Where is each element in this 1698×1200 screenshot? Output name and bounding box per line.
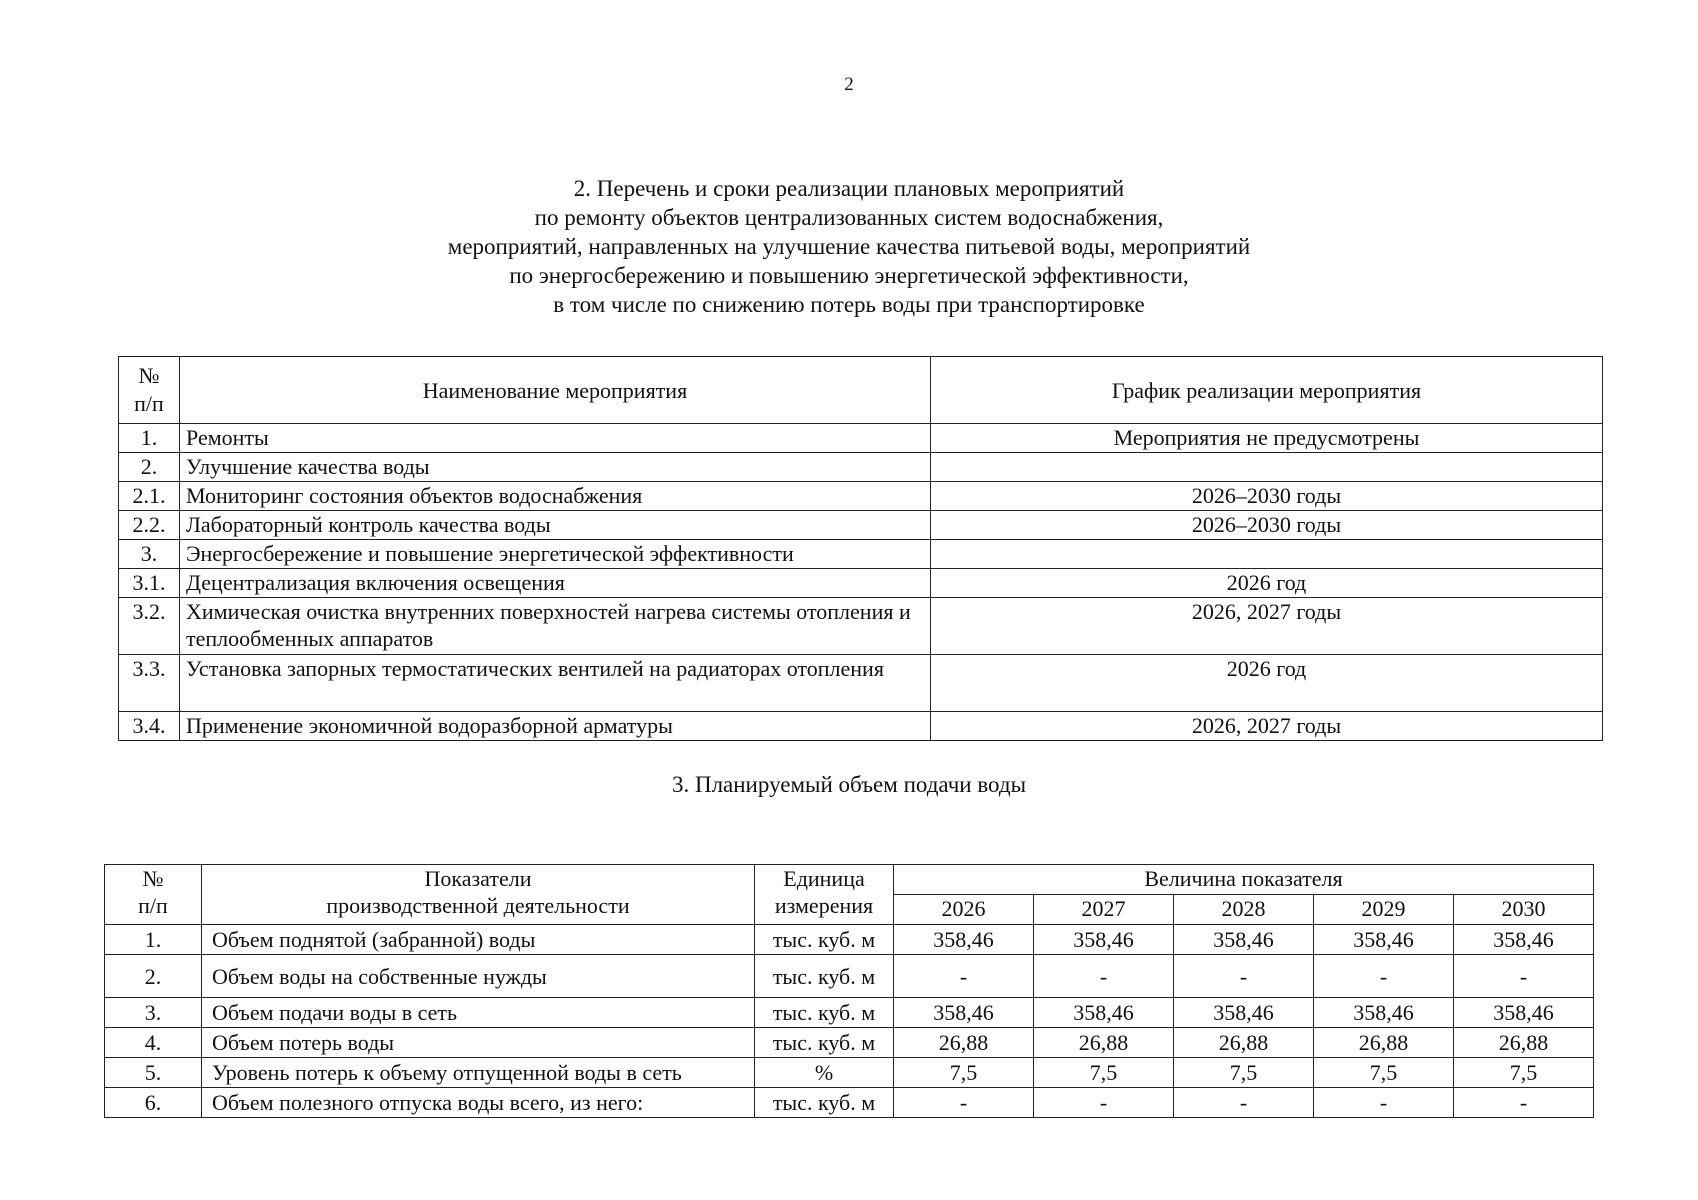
row-schedule [931, 453, 1603, 482]
row-num: 3.3. [119, 655, 180, 712]
supply-header-row-1 [105, 865, 1594, 895]
table-row [119, 540, 1603, 569]
row-indicator: Объем воды на собственные нужды [202, 955, 755, 998]
header-num [119, 357, 180, 424]
water-supply-table [104, 864, 1594, 1118]
table-row [119, 482, 1603, 511]
row-measure-name: Улучшение качества воды [180, 453, 931, 482]
table-row [105, 998, 1594, 1028]
row-schedule: 2026 год [931, 655, 1603, 712]
row-schedule: 2026 год [931, 569, 1603, 598]
row-num: 3. [119, 540, 180, 569]
section-2-title-line: 2. Перечень и сроки реализации плановых мероприятий [573, 176, 1125, 201]
row-schedule: 2026, 2027 годы [931, 712, 1603, 741]
row-num: 3.2. [119, 598, 180, 655]
header-value: Величина показателя [894, 865, 1594, 895]
row-value-cell: 26,88 [1454, 1028, 1594, 1058]
row-indicator: Объем поднятой (забранной) воды [202, 925, 755, 955]
row-value-cell: 26,88 [894, 1028, 1034, 1058]
header-unit-line2: измерения [774, 893, 874, 918]
row-value-cell: 358,46 [1314, 925, 1454, 955]
row-value-cell: 7,5 [894, 1058, 1034, 1088]
header-num-line1: № [142, 866, 164, 891]
header-year: 2027 [1034, 895, 1174, 925]
section-2-title-line: мероприятий, направленных на улучшение качества питьевой воды, мероприятий [447, 234, 1251, 259]
row-num: 3.4. [119, 712, 180, 741]
row-num: 1. [119, 424, 180, 453]
row-value-cell: - [1314, 1088, 1454, 1118]
section-2-title-line: в том числе по снижению потерь воды при транспортировке [553, 292, 1145, 317]
row-measure-name: Ремонты [180, 424, 931, 453]
row-schedule: 2026, 2027 годы [931, 598, 1603, 655]
row-schedule: 2026–2030 годы [931, 482, 1603, 511]
table-row [119, 569, 1603, 598]
row-unit: тыс. куб. м [755, 998, 894, 1028]
table-row [105, 925, 1594, 955]
row-value-cell: 358,46 [1454, 998, 1594, 1028]
row-value-cell: 26,88 [1314, 1028, 1454, 1058]
table-row [119, 424, 1603, 453]
row-num: 5. [105, 1058, 202, 1088]
measures-header-row [119, 357, 1603, 424]
row-num: 4. [105, 1028, 202, 1058]
row-value-cell: - [1034, 955, 1174, 998]
row-value-cell: 358,46 [1174, 925, 1314, 955]
header-num-line2: п/п [138, 893, 168, 918]
row-schedule: 2026–2030 годы [931, 511, 1603, 540]
section-2-title-line: по ремонту объектов централизованных систем водоснабжения, [534, 205, 1164, 230]
row-value-cell: 26,88 [1174, 1028, 1314, 1058]
row-indicator: Объем потерь воды [202, 1028, 755, 1058]
table-row [119, 453, 1603, 482]
table-row [105, 955, 1594, 998]
row-value-cell: 358,46 [894, 925, 1034, 955]
row-value-cell: 7,5 [1454, 1058, 1594, 1088]
header-num [105, 865, 202, 925]
row-measure-name: Химическая очистка внутренних поверхностей нагрева системы отопления и теплообменных аппаратов [180, 598, 931, 655]
row-measure-name: Применение экономичной водоразборной арматуры [180, 712, 931, 741]
table-row [105, 1028, 1594, 1058]
row-num: 2. [119, 453, 180, 482]
section-2-title [0, 174, 1698, 319]
row-value-cell: 358,46 [894, 998, 1034, 1028]
table-row [119, 712, 1603, 741]
row-measure-name: Установка запорных термостатических вентилей на радиаторах отопления [180, 655, 931, 712]
row-unit: тыс. куб. м [755, 955, 894, 998]
header-measure-name: Наименование мероприятия [180, 357, 931, 424]
row-value-cell: - [1034, 1088, 1174, 1118]
header-num-line1: № [138, 363, 160, 388]
row-value-cell: 7,5 [1034, 1058, 1174, 1088]
row-indicator: Объем полезного отпуска воды всего, из него: [202, 1088, 755, 1118]
header-indicator-line2: производственной деятельности [326, 893, 630, 918]
section-2-title-line: по энергосбережению и повышению энергетической эффективности, [509, 263, 1189, 288]
row-value-cell: 358,46 [1314, 998, 1454, 1028]
row-num: 3.1. [119, 569, 180, 598]
header-year: 2030 [1454, 895, 1594, 925]
section-3-title [0, 770, 1698, 799]
row-value-cell: - [894, 955, 1034, 998]
measures-table [118, 356, 1603, 741]
header-year: 2029 [1314, 895, 1454, 925]
header-num-line2: п/п [134, 391, 164, 416]
header-unit [755, 865, 894, 925]
header-indicator [202, 865, 755, 925]
header-schedule: График реализации мероприятия [931, 357, 1603, 424]
row-value-cell: 358,46 [1034, 998, 1174, 1028]
row-num: 2.1. [119, 482, 180, 511]
table-row [119, 511, 1603, 540]
row-value-cell: - [894, 1088, 1034, 1118]
row-unit: % [755, 1058, 894, 1088]
page-number: 2 [844, 74, 854, 95]
section-3-title-line: 3. Планируемый объем подачи воды [671, 772, 1027, 797]
row-num: 2.2. [119, 511, 180, 540]
table-row [119, 598, 1603, 655]
row-value-cell: 26,88 [1034, 1028, 1174, 1058]
row-value-cell: - [1174, 955, 1314, 998]
row-num: 2. [105, 955, 202, 998]
row-value-cell: 7,5 [1314, 1058, 1454, 1088]
row-measure-name: Мониторинг состояния объектов водоснабжения [180, 482, 931, 511]
row-value-cell: - [1314, 955, 1454, 998]
row-num: 1. [105, 925, 202, 955]
row-measure-name: Лабораторный контроль качества воды [180, 511, 931, 540]
table-row [105, 1058, 1594, 1088]
header-year: 2028 [1174, 895, 1314, 925]
row-measure-name: Децентрализация включения освещения [180, 569, 931, 598]
row-unit: тыс. куб. м [755, 1028, 894, 1058]
row-value-cell: - [1454, 1088, 1594, 1118]
header-year: 2026 [894, 895, 1034, 925]
header-unit-line1: Единица [783, 866, 865, 891]
row-unit: тыс. куб. м [755, 1088, 894, 1118]
row-indicator: Уровень потерь к объему отпущенной воды в сеть [202, 1058, 755, 1088]
row-value-cell: 358,46 [1174, 998, 1314, 1028]
row-value-cell: - [1454, 955, 1594, 998]
row-value-cell: 358,46 [1454, 925, 1594, 955]
row-value-cell: 7,5 [1174, 1058, 1314, 1088]
row-num: 6. [105, 1088, 202, 1118]
row-schedule: Мероприятия не предусмотрены [931, 424, 1603, 453]
row-unit: тыс. куб. м [755, 925, 894, 955]
row-value-cell: 358,46 [1034, 925, 1174, 955]
table-row [119, 655, 1603, 712]
row-indicator: Объем подачи воды в сеть [202, 998, 755, 1028]
row-num: 3. [105, 998, 202, 1028]
row-measure-name: Энергосбережение и повышение энергетической эффективности [180, 540, 931, 569]
table-row [105, 1088, 1594, 1118]
row-schedule [931, 540, 1603, 569]
row-value-cell: - [1174, 1088, 1314, 1118]
header-indicator-line1: Показатели [424, 866, 532, 891]
